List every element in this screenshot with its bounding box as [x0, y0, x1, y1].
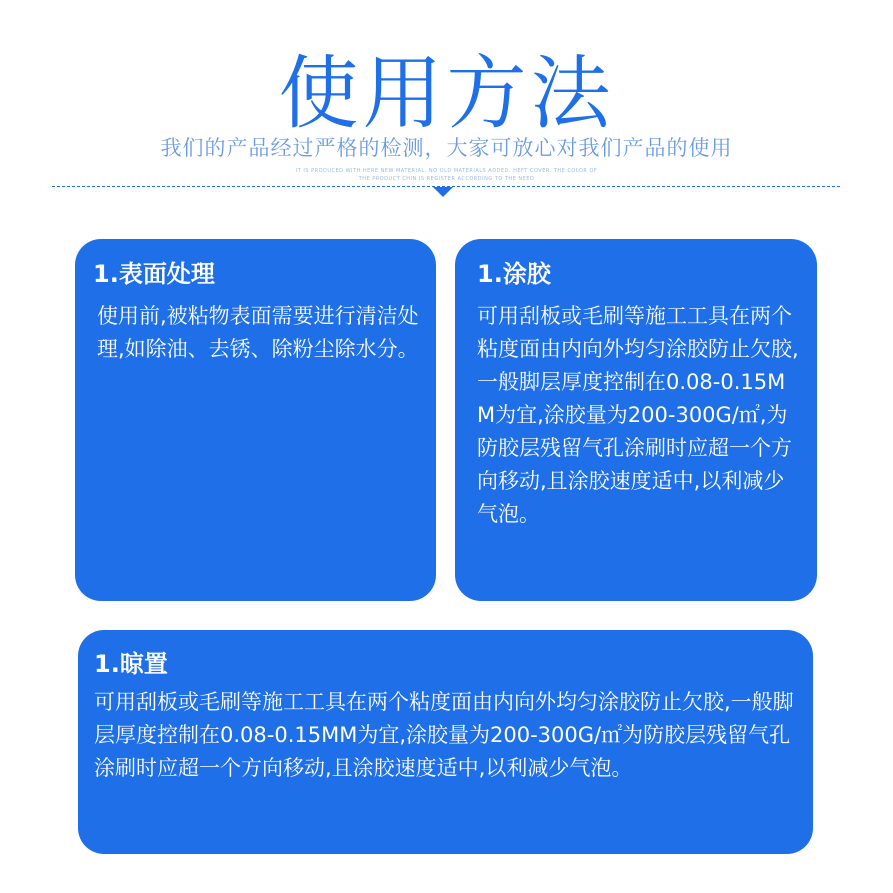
- card-title: 1.表面处理: [93, 260, 215, 288]
- page-subtitle: 我们的产品经过严格的检测，大家可放心对我们产品的使用: [160, 136, 733, 160]
- card-body: 使用前,被粘物表面需要进行清洁处理,如除油、去锈、除粉尘除水分。: [97, 304, 419, 361]
- card-title: 1.涂胶: [477, 260, 551, 288]
- down-arrow-icon: [433, 187, 453, 197]
- card-body: 可用刮板或毛刷等施工工具在两个粘度面由内向外均匀涂胶防止欠胶,一般脚层厚度控制在0.08-0.15MM为宜,涂胶量为200-300G/㎡,为防胶层残留气孔涂刷时应超一个方向移动,且涂胶速度适中,以利减少气泡。: [477, 304, 799, 526]
- card-title: 1.晾置: [94, 650, 168, 678]
- page-title: 使用方法: [278, 47, 615, 140]
- fine-print-line-2: THE PRODUCT CHIN IS REGISTER ACCORDING TO THE NEED: [358, 176, 535, 182]
- step-card-airing: [78, 630, 813, 854]
- fine-print-line-1: IT IS PRODUCED WITH HERE NEW MATERIAL. NO OLD MATERIALS ADDED. HEFT COVER. THE COLOR OF: [295, 168, 598, 174]
- card-body: 可用刮板或毛刷等施工工具在两个粘度面由内向外均匀涂胶防止欠胶,一般脚层厚度控制在0.08-0.15MM为宜,涂胶量为200-300G/㎡为防胶层残留气孔涂刷时应超一个方向移动,且涂胶速度适中,以利减少气泡。: [94, 690, 794, 780]
- step-card-glue-application: [455, 239, 817, 601]
- step-card-surface-treatment: [75, 239, 436, 601]
